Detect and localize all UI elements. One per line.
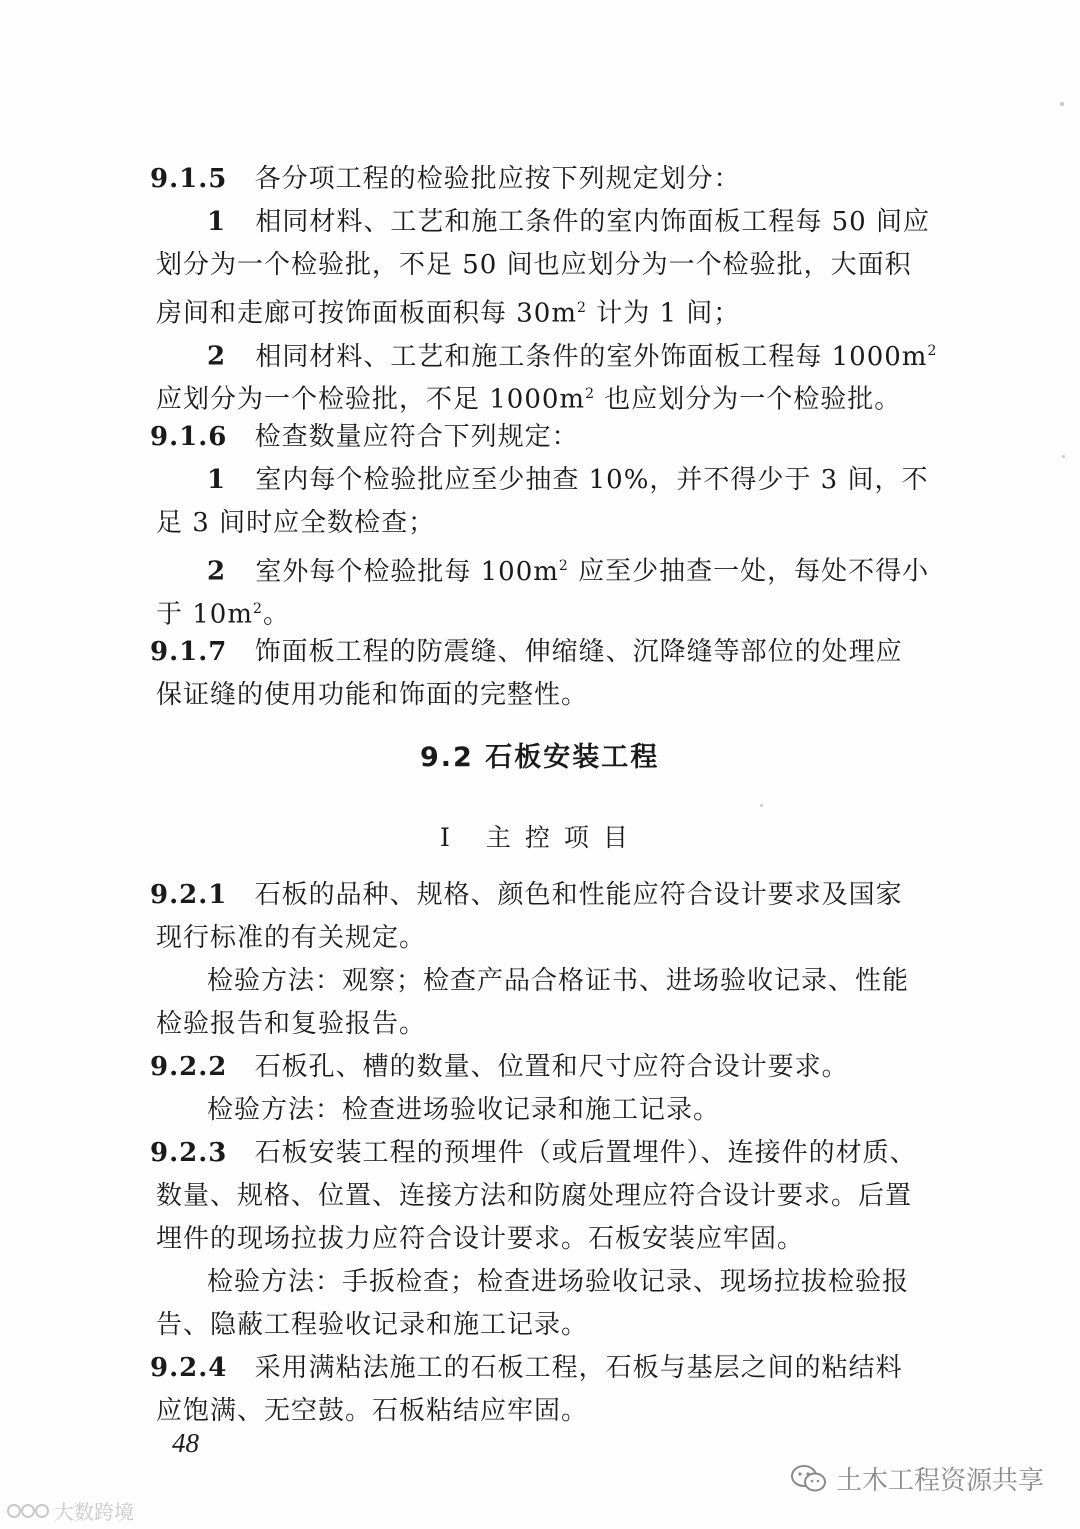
clause-number: 9.2.1 <box>150 880 228 910</box>
subsection-heading: Ⅰ 主控项目 <box>440 823 642 852</box>
clause-number: 9.1.5 <box>150 164 228 194</box>
clause-9-1-7 <box>150 631 903 673</box>
clause-number: 9.1.7 <box>150 637 228 667</box>
superscript: 2 <box>558 558 569 574</box>
text-segment: 也应划分为一个检验批。 <box>595 384 902 415</box>
clause-9-2-1 <box>150 874 903 916</box>
superscript: 2 <box>585 386 596 402</box>
text-line: 数量、规格、位置、连接方法和防腐处理应符合设计要求。后置 <box>156 1181 913 1211</box>
clause-text: 采用满粘法施工的石板工程，石板与基层之间的粘结料 <box>254 1353 903 1383</box>
page-number: 48 <box>172 1428 199 1458</box>
clause-number: 9.2.2 <box>150 1052 228 1082</box>
text-segment: 计为 1 间； <box>586 298 741 329</box>
watermark-left <box>6 1496 134 1525</box>
text-segment: 于 10m <box>156 599 254 630</box>
clause-text: 石板的品种、规格、颜色和性能应符合设计要求及国家 <box>254 880 903 910</box>
item-number: 2 <box>207 341 227 372</box>
clause-number: 9.2.3 <box>150 1138 228 1168</box>
superscript: 2 <box>253 601 263 617</box>
text-line <box>156 373 901 421</box>
clause-text: 检查数量应符合下列规定： <box>254 422 579 452</box>
text-segment: 应划分为一个检验批，不足 1000m <box>156 384 586 415</box>
item-number: 2 <box>207 556 227 587</box>
text-line <box>156 287 740 335</box>
clause-9-1-6 <box>150 416 579 458</box>
clause-text: 石板孔、槽的数量、位置和尺寸应符合设计要求。 <box>254 1052 849 1082</box>
text-line: 检验报告和复验报告。 <box>156 1009 427 1039</box>
text-line: 划分为一个检验批，不足 50 间也应划分为一个检验批，大面积 <box>156 250 912 280</box>
text-line: 告、隐蔽工程验收记录和施工记录。 <box>156 1310 589 1340</box>
method-line: 检验方法：观察；检查产品合格证书、进场验收记录、性能 <box>207 966 910 996</box>
clause-number: 9.2.4 <box>150 1353 228 1383</box>
watermark-text: 土木工程资源共享 <box>835 1466 1044 1496</box>
text-line: 现行标准的有关规定。 <box>156 923 427 953</box>
item-text: 相同材料、工艺和施工条件的室外饰面板工程每 1000m <box>255 341 928 372</box>
clause-9-2-3 <box>150 1132 917 1174</box>
clause-9-2-2 <box>150 1046 849 1088</box>
text-line: 应饱满、无空鼓。石板粘结应牢固。 <box>156 1396 589 1426</box>
text-line: 足 3 间时应全数检查； <box>156 508 436 538</box>
item-1-line <box>207 201 930 243</box>
text-segment: 。 <box>262 599 290 630</box>
scan-speck <box>1060 102 1064 106</box>
watermark-text: 大数跨境 <box>54 1500 134 1524</box>
item-2-line <box>207 330 937 378</box>
scan-speck <box>1062 455 1065 458</box>
item-2-line <box>207 545 929 593</box>
text-line <box>156 588 290 636</box>
item-1-line <box>207 459 929 501</box>
text-segment: 应至少抽查一处，每处不得小 <box>568 556 930 587</box>
scan-speck <box>760 804 763 807</box>
text-line: 保证缝的使用功能和饰面的完整性。 <box>156 680 589 710</box>
item-text: 相同材料、工艺和施工条件的室内饰面板工程每 50 间应 <box>255 207 930 237</box>
clause-9-1-5 <box>150 158 741 200</box>
method-line: 检验方法：手扳检查；检查进场验收记录、现场拉拔检验报 <box>207 1267 910 1297</box>
superscript: 2 <box>927 343 938 359</box>
item-number: 1 <box>207 465 227 495</box>
superscript: 2 <box>577 300 587 316</box>
method-line: 检验方法：检查进场验收记录和施工记录。 <box>207 1095 721 1125</box>
section-heading: 9.2 石板安装工程 <box>420 742 660 773</box>
clause-text: 饰面板工程的防震缝、伸缩缝、沉降缝等部位的处理应 <box>254 637 903 667</box>
clause-text: 石板安装工程的预埋件（或后置埋件）、连接件的材质、 <box>254 1138 917 1168</box>
item-text: 室外每个检验批每 100m <box>255 556 559 587</box>
text-segment: 房间和走廊可按饰面板面积每 30m <box>156 298 578 329</box>
text-line: 埋件的现场拉拔力应符合设计要求。石板安装应牢固。 <box>156 1224 805 1254</box>
item-text: 室内每个检验批应至少抽查 10%，并不得少于 3 间，不 <box>255 465 929 495</box>
item-number: 1 <box>207 207 227 237</box>
logo-icon <box>6 1500 50 1522</box>
clause-9-2-4 <box>150 1347 903 1389</box>
clause-number: 9.1.6 <box>150 422 228 452</box>
clause-text: 各分项工程的检验批应按下列规定划分： <box>254 164 741 194</box>
wechat-icon <box>790 1463 828 1495</box>
watermark-right <box>790 1460 1044 1497</box>
